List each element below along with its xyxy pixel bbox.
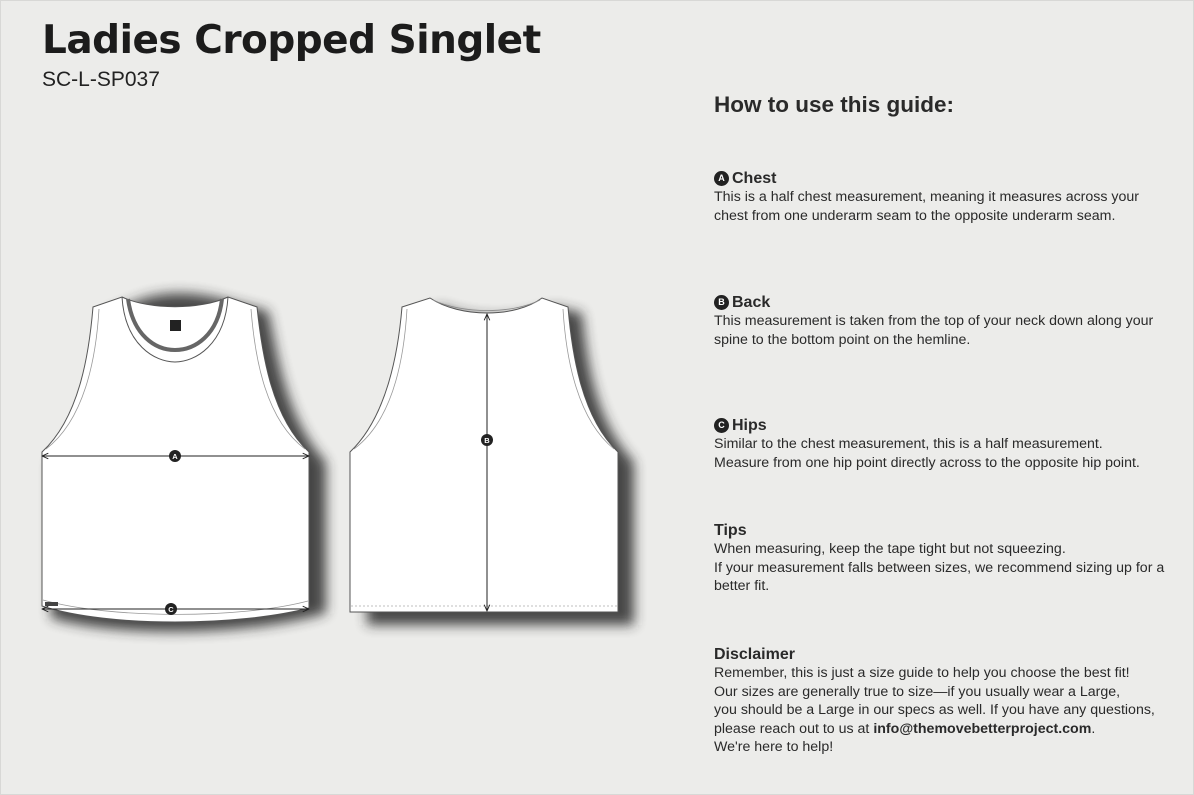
section-back bbox=[714, 293, 1174, 349]
chest-heading bbox=[714, 169, 1174, 188]
back-line: This measurement is taken from the top of your neck down along your bbox=[714, 313, 1154, 329]
section-disclaimer bbox=[714, 645, 1174, 757]
guide-title: How to use this guide: bbox=[714, 92, 954, 117]
contact-line bbox=[714, 720, 1174, 739]
disclaimer-line: you should be a Large in our specs as well. If you have any questions, bbox=[714, 702, 1155, 718]
chest-line: chest from one underarm seam to the opposite underarm seam. bbox=[714, 207, 1116, 224]
back-heading-label: Back bbox=[732, 294, 771, 311]
hips-text bbox=[714, 435, 1174, 472]
section-chest bbox=[714, 169, 1174, 225]
marker-b-label: B bbox=[484, 436, 490, 445]
chest-text bbox=[714, 188, 1174, 225]
marker-c-label: C bbox=[168, 605, 174, 614]
page-title: Ladies Cropped Singlet bbox=[42, 18, 541, 63]
section-tips bbox=[714, 521, 1174, 596]
tips-heading: Tips bbox=[714, 522, 747, 539]
product-code: SC-L-SP037 bbox=[42, 68, 160, 91]
marker-b-badge: B bbox=[714, 295, 729, 310]
hips-heading-label: Hips bbox=[732, 417, 767, 434]
hips-line: Measure from one hip point directly across to the opposite hip point. bbox=[714, 454, 1140, 471]
tips-line: When measuring, keep the tape tight but not squeezing. bbox=[714, 541, 1066, 557]
tips-line: better fit. bbox=[714, 578, 770, 594]
tips-text bbox=[714, 540, 1174, 596]
back-heading bbox=[714, 293, 1174, 312]
disclaimer-text bbox=[714, 664, 1174, 757]
garment-illustration bbox=[30, 280, 670, 660]
front-view bbox=[42, 293, 326, 631]
back-line: spine to the bottom point on the hemline. bbox=[714, 331, 971, 348]
hips-line: Similar to the chest measurement, this is a half measurement. bbox=[714, 436, 1103, 452]
tips-line: If your measurement falls between sizes, we recommend sizing up for a bbox=[714, 559, 1165, 576]
contact-prefix: please reach out to us at bbox=[714, 720, 874, 737]
hips-heading bbox=[714, 416, 1174, 435]
marker-a-label: A bbox=[172, 452, 178, 461]
chest-heading-label: Chest bbox=[732, 170, 777, 187]
back-view bbox=[350, 298, 634, 625]
disclaimer-line: Remember, this is just a size guide to help you choose the best fit! bbox=[714, 665, 1130, 681]
closing-line: We're here to help! bbox=[714, 739, 834, 755]
disclaimer-line: Our sizes are generally true to size—if you usually wear a Large, bbox=[714, 683, 1121, 700]
contact-suffix: . bbox=[1091, 720, 1096, 737]
marker-a-badge: A bbox=[714, 171, 729, 186]
brand-label-icon bbox=[170, 320, 181, 331]
hem-tag-icon bbox=[45, 602, 58, 606]
guide-header bbox=[714, 92, 1164, 118]
marker-c-badge: C bbox=[714, 418, 729, 433]
section-hips bbox=[714, 416, 1174, 472]
contact-email[interactable]: info@themovebetterproject.com bbox=[873, 720, 1092, 737]
disclaimer-heading: Disclaimer bbox=[714, 646, 795, 663]
back-text bbox=[714, 312, 1174, 349]
chest-line: This is a half chest measurement, meaning it measures across your bbox=[714, 189, 1140, 205]
